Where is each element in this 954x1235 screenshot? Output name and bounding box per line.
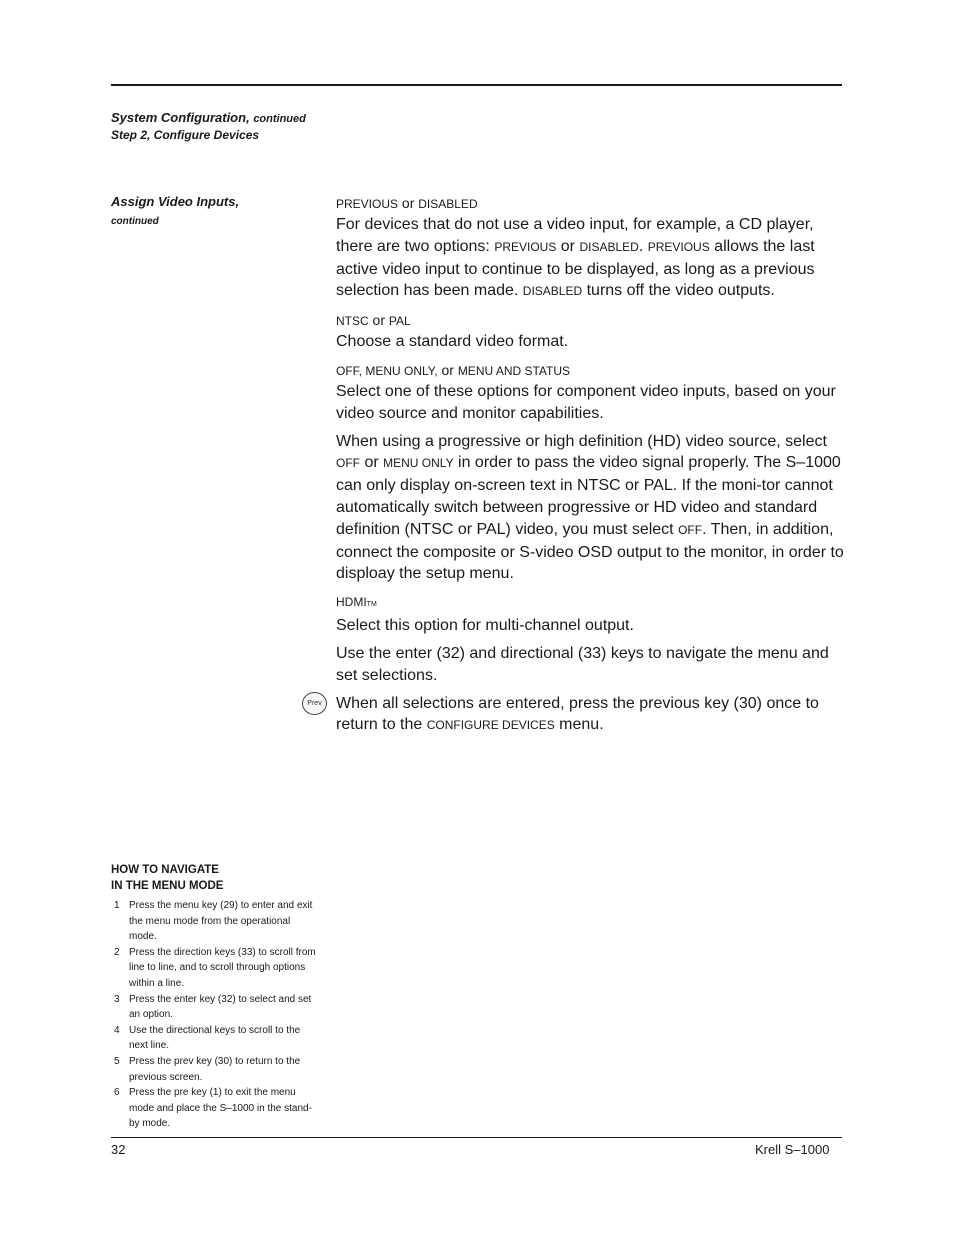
nav-step-item xyxy=(111,1085,316,1132)
option-ref: DISABLED xyxy=(522,284,583,299)
option-join: or xyxy=(398,195,419,211)
option-note xyxy=(336,431,846,586)
option-ref: DISABLED xyxy=(579,239,639,254)
option-name: MENU AND STATUS xyxy=(457,363,571,378)
option-description xyxy=(336,214,846,303)
sidebar-continued: continued xyxy=(111,216,159,227)
option-heading-ntsc-pal xyxy=(336,313,846,328)
nav-box-title xyxy=(111,862,223,894)
section-title-continued: continued xyxy=(253,113,306,125)
nav-step-number: 2 xyxy=(114,946,120,958)
section-title xyxy=(111,110,306,125)
nav-step-text: Press the direction keys (33) to scroll from line to line, and to scroll through options within a line. xyxy=(129,946,316,989)
nav-step-text: Press the prev key (30) to return to the previous screen. xyxy=(129,1055,301,1083)
footer-rule xyxy=(111,1137,842,1138)
nav-step-number: 6 xyxy=(114,1087,120,1099)
option-description: Select this option for multi-channel output. xyxy=(336,617,634,635)
option-name: OFF, MENU ONLY, xyxy=(336,363,438,378)
text-run: allows the last active video input to continue to be displayed, as long as a previous selection has been made. xyxy=(336,237,815,300)
option-name: PAL xyxy=(388,314,411,329)
trademark-mark: TM xyxy=(366,601,377,609)
final-instruction xyxy=(336,693,846,738)
menu-ref: CONFIGURE DEVICES xyxy=(426,718,555,733)
nav-step-item xyxy=(111,1023,316,1054)
option-ref: OFF xyxy=(678,522,703,537)
nav-step-text: Press the enter key (32) to select and set an option. xyxy=(129,993,312,1021)
main-content xyxy=(336,196,846,737)
nav-step-item xyxy=(111,1054,316,1085)
option-ref: MENU ONLY xyxy=(383,456,454,471)
nav-step-item xyxy=(111,992,316,1023)
option-heading-previous-disabled xyxy=(336,196,846,211)
text-run: menu. xyxy=(554,716,604,734)
text-run: in order to pass the video signal properly. The S–1000 can only display on-screen text in NTSC or PAL. If the moni-tor cannot automatically switch between progressive or HD video and standard definition (NTSC or PAL) video, you must select xyxy=(336,454,841,538)
text-run: turns off the video outputs. xyxy=(582,282,775,300)
option-ref: PREVIOUS xyxy=(647,239,710,254)
option-name: HDMI xyxy=(336,595,367,610)
navigation-instruction: Use the enter (32) and directional (33) keys to navigate the menu and set selections. xyxy=(336,644,829,684)
nav-step-number: 5 xyxy=(114,1055,120,1067)
step-subtitle: Step 2, Configure Devices xyxy=(111,128,260,142)
nav-step-text: Press the pre key (1) to exit the menu mode and place the S–1000 in the stand-by mode. xyxy=(129,1087,312,1130)
nav-step-number: 4 xyxy=(114,1024,120,1036)
nav-step-text: Use the directional keys to scroll to the next line. xyxy=(129,1024,301,1052)
nav-step-item xyxy=(111,898,316,945)
option-join: or xyxy=(437,361,458,378)
option-heading-hdmi xyxy=(336,595,846,612)
nav-step-number: 3 xyxy=(114,993,120,1005)
text-run: For devices that do not use a video input, for example, a CD player, there are two options: xyxy=(336,216,814,255)
text-run: . Then, in addition, connect the composite or S-video OSD output to the monitor, in order to disploay the setup menu. xyxy=(336,520,844,583)
option-description: Select one of these options for component video inputs, based on your video source and monitor capabilities. xyxy=(336,382,836,422)
nav-box-title-line: HOW TO NAVIGATE xyxy=(111,864,219,876)
option-ref: OFF xyxy=(336,456,360,471)
option-name: NTSC xyxy=(336,314,369,329)
sidebar-heading: Assign Video Inputs, xyxy=(111,194,240,209)
nav-step-text: Press the menu key (29) to enter and exit the menu mode from the operational mode. xyxy=(129,900,313,943)
footer-product: Krell S–1000 xyxy=(755,1142,830,1157)
section-title-text: System Configuration, xyxy=(111,110,250,125)
option-join: or xyxy=(368,312,389,329)
header-rule xyxy=(111,84,842,86)
nav-box-title-line: IN THE MENU MODE xyxy=(111,880,224,892)
text-run: or xyxy=(556,237,580,255)
nav-steps-list xyxy=(111,898,316,1132)
nav-step-number: 1 xyxy=(114,900,120,911)
text-run: or xyxy=(360,454,384,472)
page-number: 32 xyxy=(111,1142,126,1157)
text-run: When using a progressive or high definition (HD) video source, select xyxy=(336,432,827,450)
prev-key-icon: Prev xyxy=(302,692,327,715)
text-run: . xyxy=(638,237,648,255)
nav-step-item xyxy=(111,945,316,992)
option-ref: PREVIOUS xyxy=(494,239,557,254)
option-name: DISABLED xyxy=(418,197,478,211)
text-run: When all selections are entered, press the previous key (30) once to return to the xyxy=(336,694,819,734)
option-name: PREVIOUS xyxy=(336,197,399,211)
option-heading-menu-status xyxy=(336,363,846,378)
option-description: Choose a standard video format. xyxy=(336,333,569,351)
